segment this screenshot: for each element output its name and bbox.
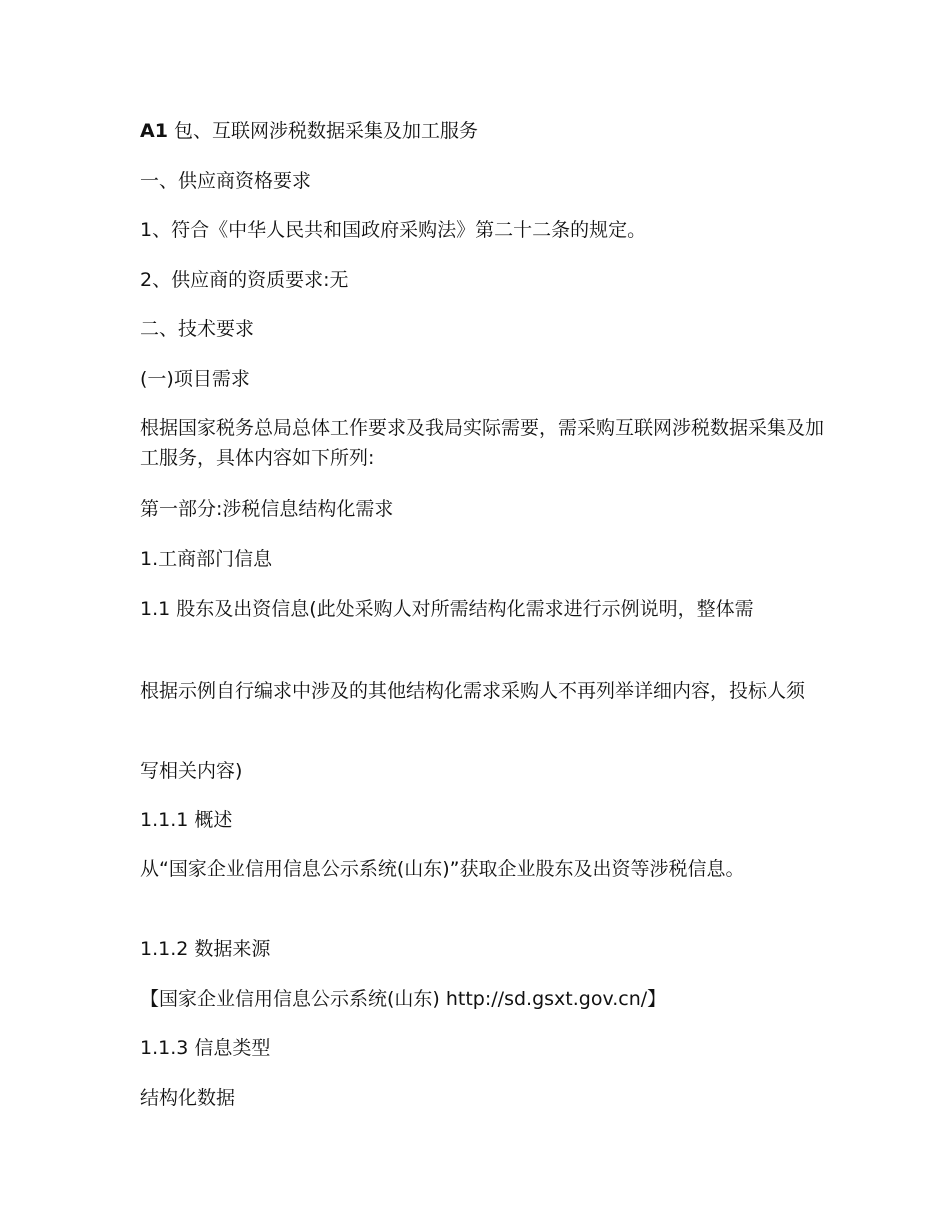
heading-info-type: 1.1.3 信息类型 — [140, 1037, 271, 1059]
paragraph-shareholder-info: 1.1 股东及出资信息(此处采购人对所需结构化需求进行示例说明，整体需 — [140, 598, 754, 620]
subsection-heading-project-needs: (一)项目需求 — [140, 368, 250, 390]
title-text: 包、互联网涉税数据采集及加工服务 — [167, 120, 478, 142]
paragraph-example-note: 根据示例自行编求中涉及的其他结构化需求采购人不再列举详细内容，投标人须 — [140, 680, 806, 702]
paragraph-overview-text: 从“国家企业信用信息公示系统(山东)”获取企业股东及出资等涉税信息。 — [140, 858, 745, 880]
document-title — [140, 116, 830, 146]
title-prefix: A1 — [140, 120, 168, 142]
paragraph-data-source-url: 【国家企业信用信息公示系统(山东) http://sd.gsxt.gov.cn/】 — [140, 988, 667, 1010]
paragraph-write-content: 写相关内容) — [140, 760, 243, 782]
part-heading-structured-needs: 第一部分:涉税信息结构化需求 — [140, 498, 394, 520]
heading-overview: 1.1.1 概述 — [140, 809, 233, 831]
heading-commerce-dept-info: 1.工商部门信息 — [140, 548, 273, 570]
heading-data-source: 1.1.2 数据来源 — [140, 938, 271, 960]
paragraph-procurement-law: 1、符合《中华人民共和国政府采购法》第二十二条的规定。 — [140, 219, 647, 241]
paragraph-structured-data: 结构化数据 — [140, 1087, 236, 1109]
section-heading-technical-requirements: 二、技术要求 — [140, 318, 255, 340]
paragraph-project-description: 根据国家税务总局总体工作要求及我局实际需要，需采购互联网涉税数据采集及加工服务，具体内容如下所列: — [140, 417, 825, 469]
paragraph-qualification-requirement: 2、供应商的资质要求:无 — [140, 269, 349, 291]
section-heading-supplier-qualification: 一、供应商资格要求 — [140, 170, 312, 192]
